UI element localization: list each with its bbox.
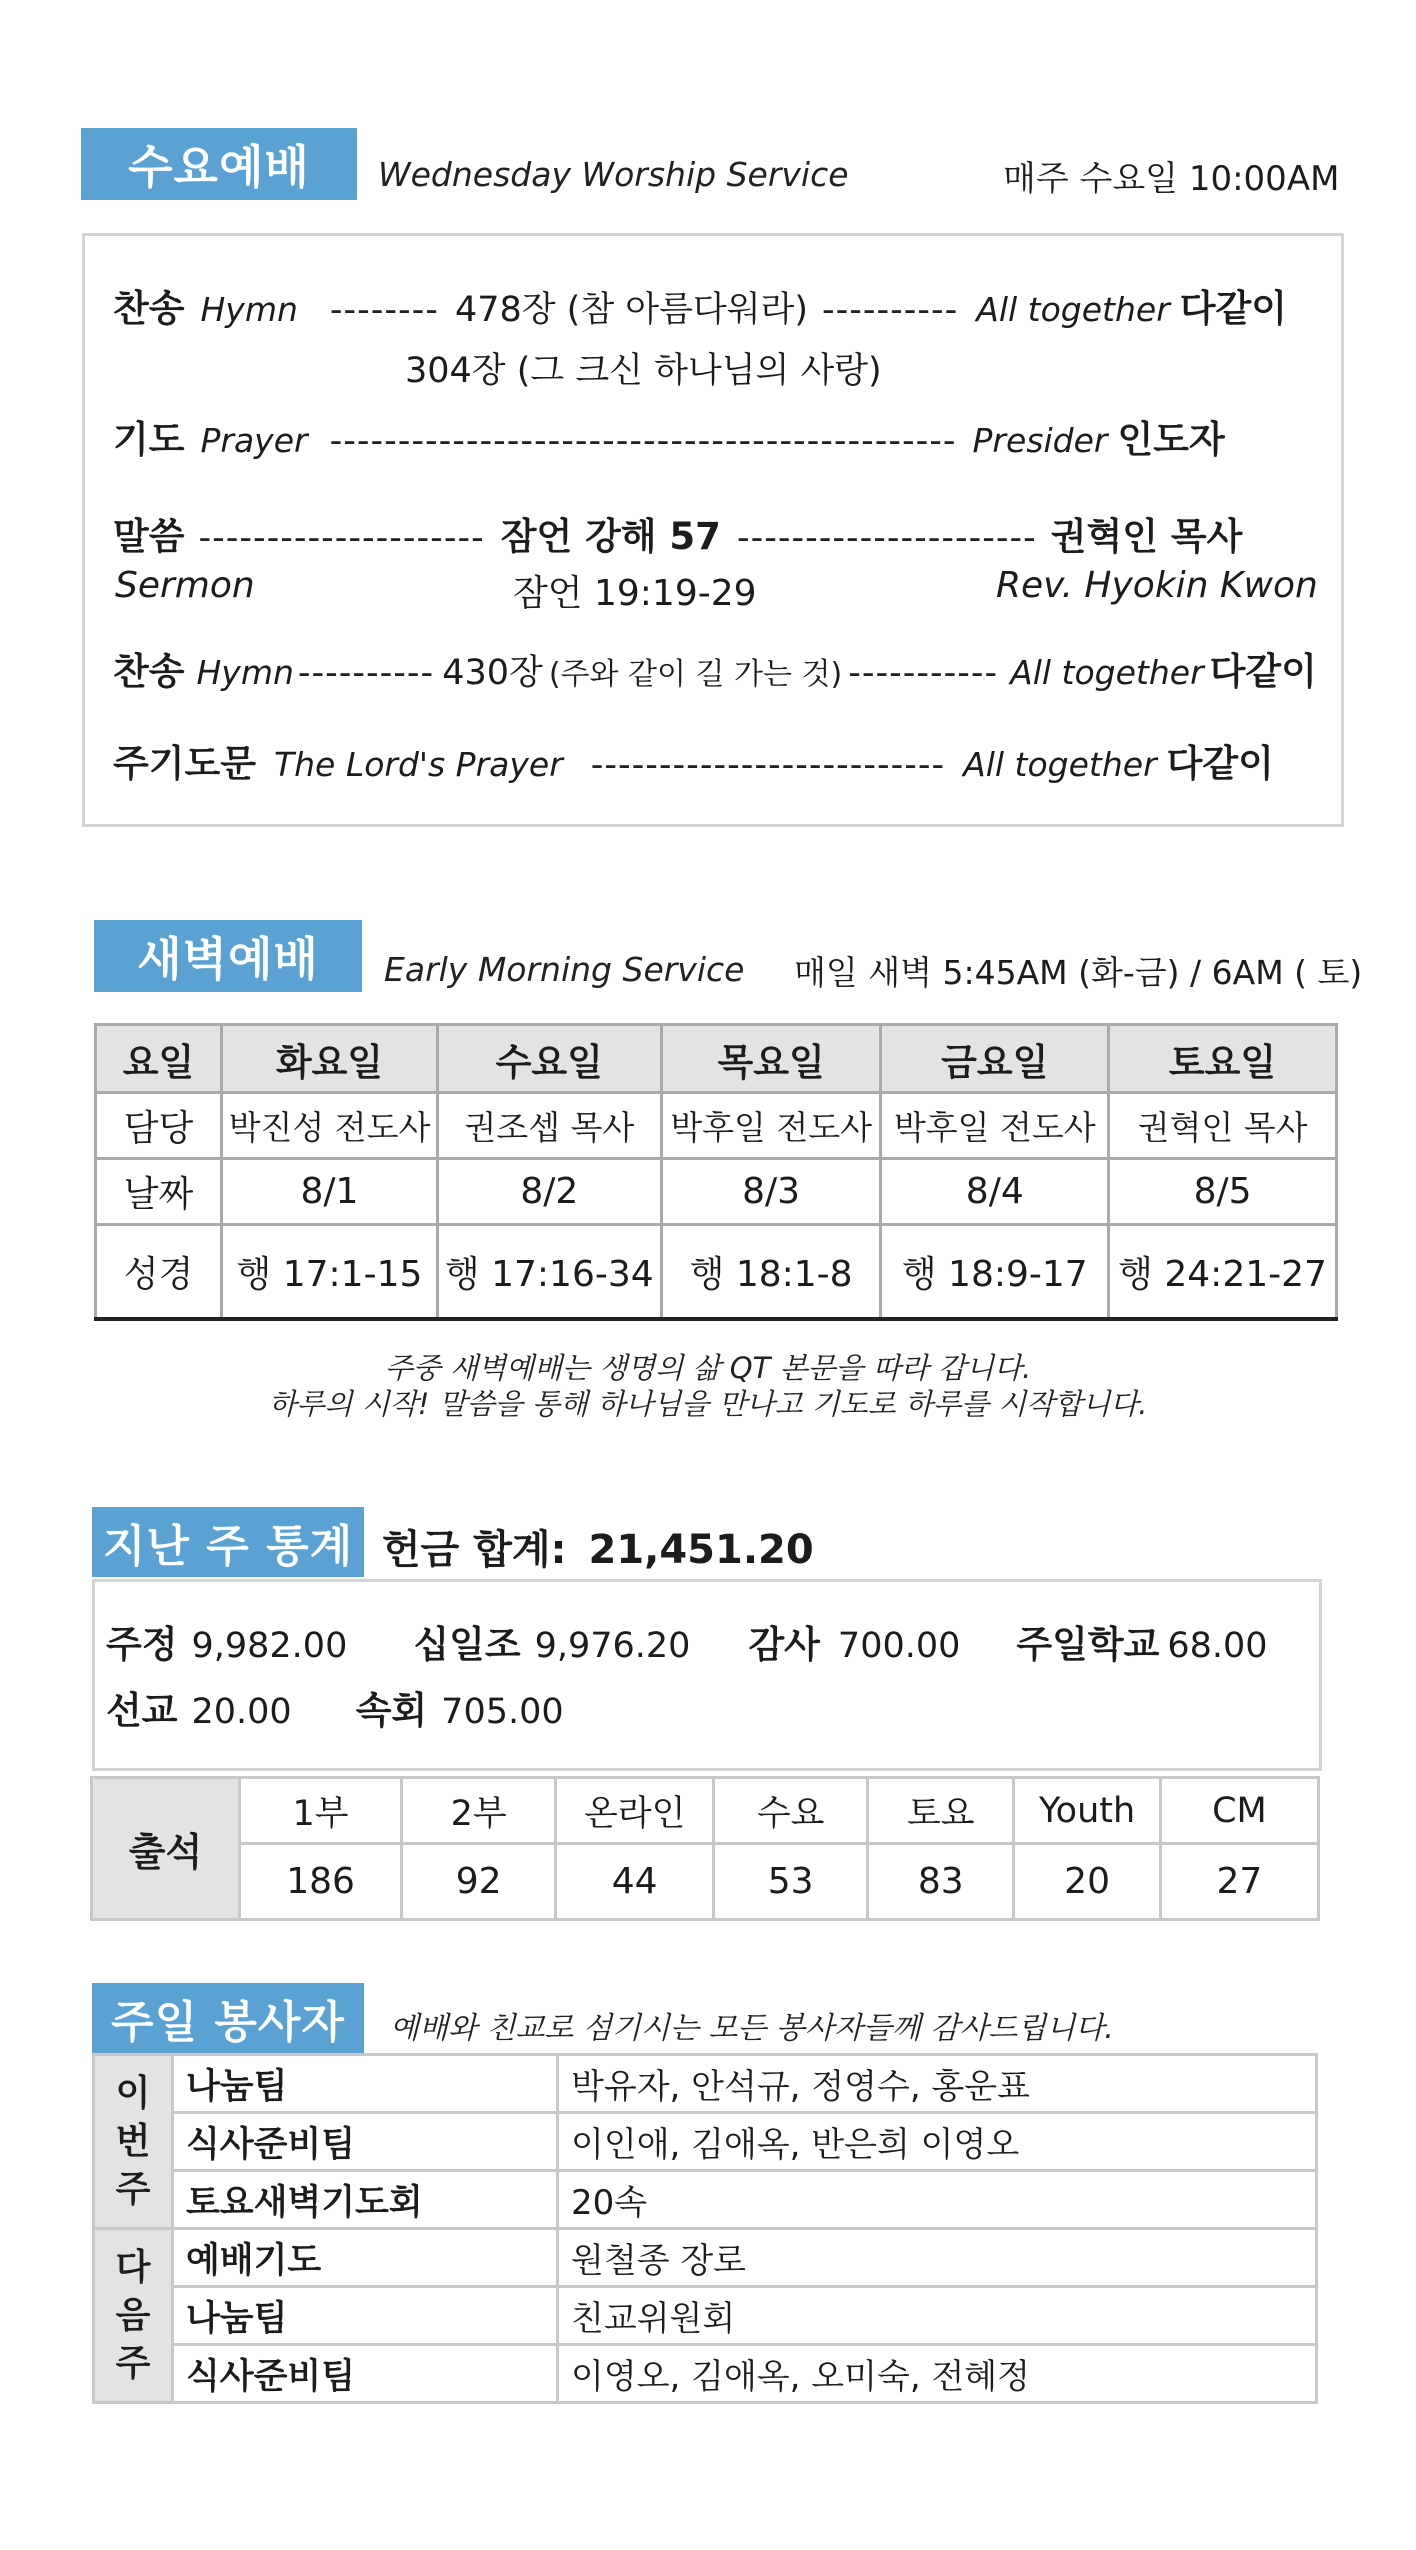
- hymn2-dash1: ----------: [297, 653, 435, 693]
- wednesday-schedule: 매주 수요일 10:00AM: [1003, 159, 1340, 199]
- sermon-en: Sermon: [115, 565, 255, 606]
- attendance-header: Youth: [1014, 1778, 1161, 1844]
- sermon-ko: 말씀: [113, 515, 185, 558]
- morning-cell: 행 17:16-34: [437, 1225, 661, 1319]
- volunteer-role: 식사준비팀: [173, 2345, 558, 2403]
- sermon-preacher-ko: 권혁인 목사: [1050, 515, 1243, 558]
- attendance-header: 2부: [402, 1778, 556, 1844]
- sermon-verse: 잠언 19:19-29: [513, 573, 757, 614]
- volunteer-names: 20속: [558, 2171, 1317, 2229]
- hymn1-role-ko: 다같이: [1179, 287, 1288, 330]
- hymn2-en: Hymn: [196, 653, 294, 692]
- morning-row-leader: [96, 1093, 1337, 1159]
- hymn2-dash2: -----------: [848, 653, 999, 693]
- morning-cell: 행 17:1-15: [222, 1225, 438, 1319]
- morning-table: [94, 1023, 1338, 1321]
- offering-label: 선교: [106, 1689, 178, 1732]
- morning-subtitle: Early Morning Service: [384, 950, 745, 989]
- offering-value: 9,982.00: [191, 1626, 348, 1666]
- offering-label: 십일조: [413, 1623, 521, 1666]
- morning-row-date: [96, 1159, 1337, 1225]
- morning-header-row: [96, 1025, 1337, 1093]
- wednesday-subtitle: Wednesday Worship Service: [378, 155, 849, 194]
- hymn1-dash1: --------: [329, 290, 439, 330]
- attendance-header: CM: [1160, 1778, 1318, 1844]
- morning-title: 새벽예배: [94, 920, 362, 992]
- morning-cell: 박후일 전도사: [881, 1093, 1109, 1159]
- morning-cell: 날짜: [96, 1159, 222, 1225]
- offering-label: 주일학교: [1016, 1623, 1160, 1666]
- sermon-line: [113, 506, 1242, 560]
- hymn1-item2: 304장 (그 크신 하나님의 사랑): [405, 351, 882, 391]
- morning-cell: 권조셉 목사: [437, 1093, 661, 1159]
- this-week-label: 이 번 주: [94, 2055, 173, 2229]
- morning-row-scripture: [96, 1225, 1337, 1319]
- volunteers-title: 주일 봉사자: [92, 1983, 364, 2053]
- volunteer-row: [94, 2171, 1317, 2229]
- morning-header-cell: 화요일: [222, 1025, 438, 1093]
- attendance-header: 토요: [868, 1778, 1014, 1844]
- attendance-value: 27: [1160, 1844, 1318, 1920]
- morning-cell: 성경: [96, 1225, 222, 1319]
- volunteer-names: 이인애, 김애옥, 반은희 이영오: [558, 2113, 1317, 2171]
- offering-label: 속회: [355, 1689, 428, 1732]
- volunteers-table: [92, 2053, 1318, 2404]
- attendance-value: 20: [1014, 1844, 1161, 1920]
- attendance-value: 44: [556, 1844, 714, 1920]
- morning-header-cell: 토요일: [1109, 1025, 1337, 1093]
- morning-cell: 행 18:9-17: [881, 1225, 1109, 1319]
- morning-cell: 행 18:1-8: [661, 1225, 881, 1319]
- lords-prayer-ko: 주기도문: [113, 742, 256, 785]
- offering-value: 9,976.20: [534, 1626, 691, 1666]
- volunteer-row: [94, 2055, 1317, 2113]
- volunteer-names: 원철종 장로: [558, 2229, 1317, 2287]
- volunteer-role: 예배기도: [173, 2229, 558, 2287]
- lords-prayer-role-ko: 다같이: [1166, 742, 1274, 785]
- hymn2-item-sub: (주와 같이 길 가는 것): [548, 657, 843, 692]
- morning-cell: 8/1: [222, 1159, 438, 1225]
- wednesday-title: 수요예배: [81, 128, 357, 200]
- volunteer-role: 토요새벽기도회: [173, 2171, 558, 2229]
- hymn2-item: 430장: [442, 653, 543, 693]
- lords-prayer-role-en: All together: [963, 745, 1157, 784]
- volunteers-subtitle: 예배와 친교로 섬기시는 모든 봉사자들께 감사드립니다.: [390, 2011, 1114, 2046]
- sermon-dash2: ----------------------: [736, 518, 1037, 558]
- lords-prayer-en: The Lord's Prayer: [273, 745, 563, 784]
- attendance-value: 83: [868, 1844, 1014, 1920]
- attendance-value-row: [92, 1844, 1319, 1920]
- attendance-value: 53: [714, 1844, 868, 1920]
- morning-header-cell: 목요일: [661, 1025, 881, 1093]
- volunteer-names: 박유자, 안석규, 정영수, 홍운표: [558, 2055, 1317, 2113]
- morning-note-1: 주중 새벽예배는 생명의 삶 QT 본문을 따라 갑니다.: [384, 1351, 1032, 1385]
- offering-label: 감사: [748, 1623, 820, 1666]
- attendance-table: [90, 1776, 1320, 1921]
- morning-cell: 8/3: [661, 1159, 881, 1225]
- lords-prayer-dash: --------------------------: [590, 745, 946, 785]
- morning-cell: 담당: [96, 1093, 222, 1159]
- stats-title: 지난 주 통계: [92, 1507, 364, 1577]
- hymn1-line: [113, 278, 1303, 332]
- morning-cell: 박진성 전도사: [222, 1093, 438, 1159]
- stats-total-label: 헌금 합계:: [382, 1527, 567, 1573]
- volunteer-row: [94, 2345, 1317, 2403]
- sermon-dash1: ---------------------: [198, 518, 485, 558]
- morning-cell: 권혁인 목사: [1109, 1093, 1337, 1159]
- morning-note-2: 하루의 시작! 말씀을 통해 하나님을 만나고 기도로 하루를 시작합니다.: [268, 1387, 1148, 1421]
- stats-total: [382, 1518, 814, 1575]
- offering-box: [92, 1579, 1322, 1771]
- offering-row-1: [106, 1614, 1268, 1668]
- offering-row-2: [106, 1680, 564, 1734]
- hymn2-line: [113, 641, 1317, 695]
- hymn1-en: Hymn: [200, 290, 298, 329]
- volunteer-names: 이영오, 김애옥, 오미숙, 전혜정: [558, 2345, 1317, 2403]
- prayer-en: Prayer: [200, 421, 308, 460]
- prayer-role-en: Presider: [972, 421, 1108, 460]
- hymn2-ko: 찬송: [113, 650, 185, 693]
- sermon-title: 잠언 강해 57: [500, 515, 721, 558]
- hymn2-role-ko: 다같이: [1209, 650, 1317, 693]
- hymn1-ko: 찬송: [113, 287, 185, 330]
- morning-header-cell: 수요일: [437, 1025, 661, 1093]
- attendance-header: 수요: [714, 1778, 868, 1844]
- prayer-line: [113, 409, 1225, 463]
- hymn1-item: 478장 (참 아름다워라): [454, 290, 808, 330]
- volunteer-role: 나눔팀: [173, 2287, 558, 2345]
- hymn1-role-en: All together: [976, 290, 1170, 329]
- offering-value: 20.00: [191, 1692, 292, 1732]
- offering-value: 68.00: [1167, 1626, 1268, 1666]
- stats-total-value: 21,451.20: [588, 1527, 814, 1573]
- offering-value: 705.00: [441, 1692, 564, 1732]
- attendance-header-row: [92, 1778, 1319, 1844]
- attendance-value: 186: [240, 1844, 402, 1920]
- volunteer-role: 식사준비팀: [173, 2113, 558, 2171]
- attendance-header: 1부: [240, 1778, 402, 1844]
- prayer-dash: ----------------------------------------------: [329, 421, 957, 461]
- morning-cell: 행 24:21-27: [1109, 1225, 1337, 1319]
- attendance-header: 온라인: [556, 1778, 714, 1844]
- prayer-role-ko: 인도자: [1117, 418, 1225, 461]
- morning-header-cell: 금요일: [881, 1025, 1109, 1093]
- volunteer-row: [94, 2229, 1317, 2287]
- hymn1-dash2: ----------: [821, 290, 959, 330]
- morning-cell: 8/4: [881, 1159, 1109, 1225]
- attendance-value: 92: [402, 1844, 556, 1920]
- hymn2-role-en: All together: [1010, 653, 1204, 692]
- morning-cell: 8/5: [1109, 1159, 1337, 1225]
- prayer-ko: 기도: [113, 418, 185, 461]
- volunteer-row: [94, 2113, 1317, 2171]
- volunteer-row: [94, 2287, 1317, 2345]
- attendance-label: 출석: [92, 1778, 240, 1920]
- morning-cell: 박후일 전도사: [661, 1093, 881, 1159]
- volunteer-role: 나눔팀: [173, 2055, 558, 2113]
- volunteer-names: 친교위원회: [558, 2287, 1317, 2345]
- offering-label: 주정: [106, 1623, 178, 1666]
- offering-value: 700.00: [837, 1626, 961, 1666]
- sermon-preacher-en: Rev. Hyokin Kwon: [996, 565, 1318, 606]
- morning-cell: 8/2: [437, 1159, 661, 1225]
- lords-prayer-line: [113, 733, 1274, 787]
- morning-header-cell: 요일: [96, 1025, 222, 1093]
- next-week-label: 다 음 주: [94, 2229, 173, 2403]
- morning-schedule: 매일 새벽 5:45AM (화-금) / 6AM ( 토): [794, 953, 1363, 992]
